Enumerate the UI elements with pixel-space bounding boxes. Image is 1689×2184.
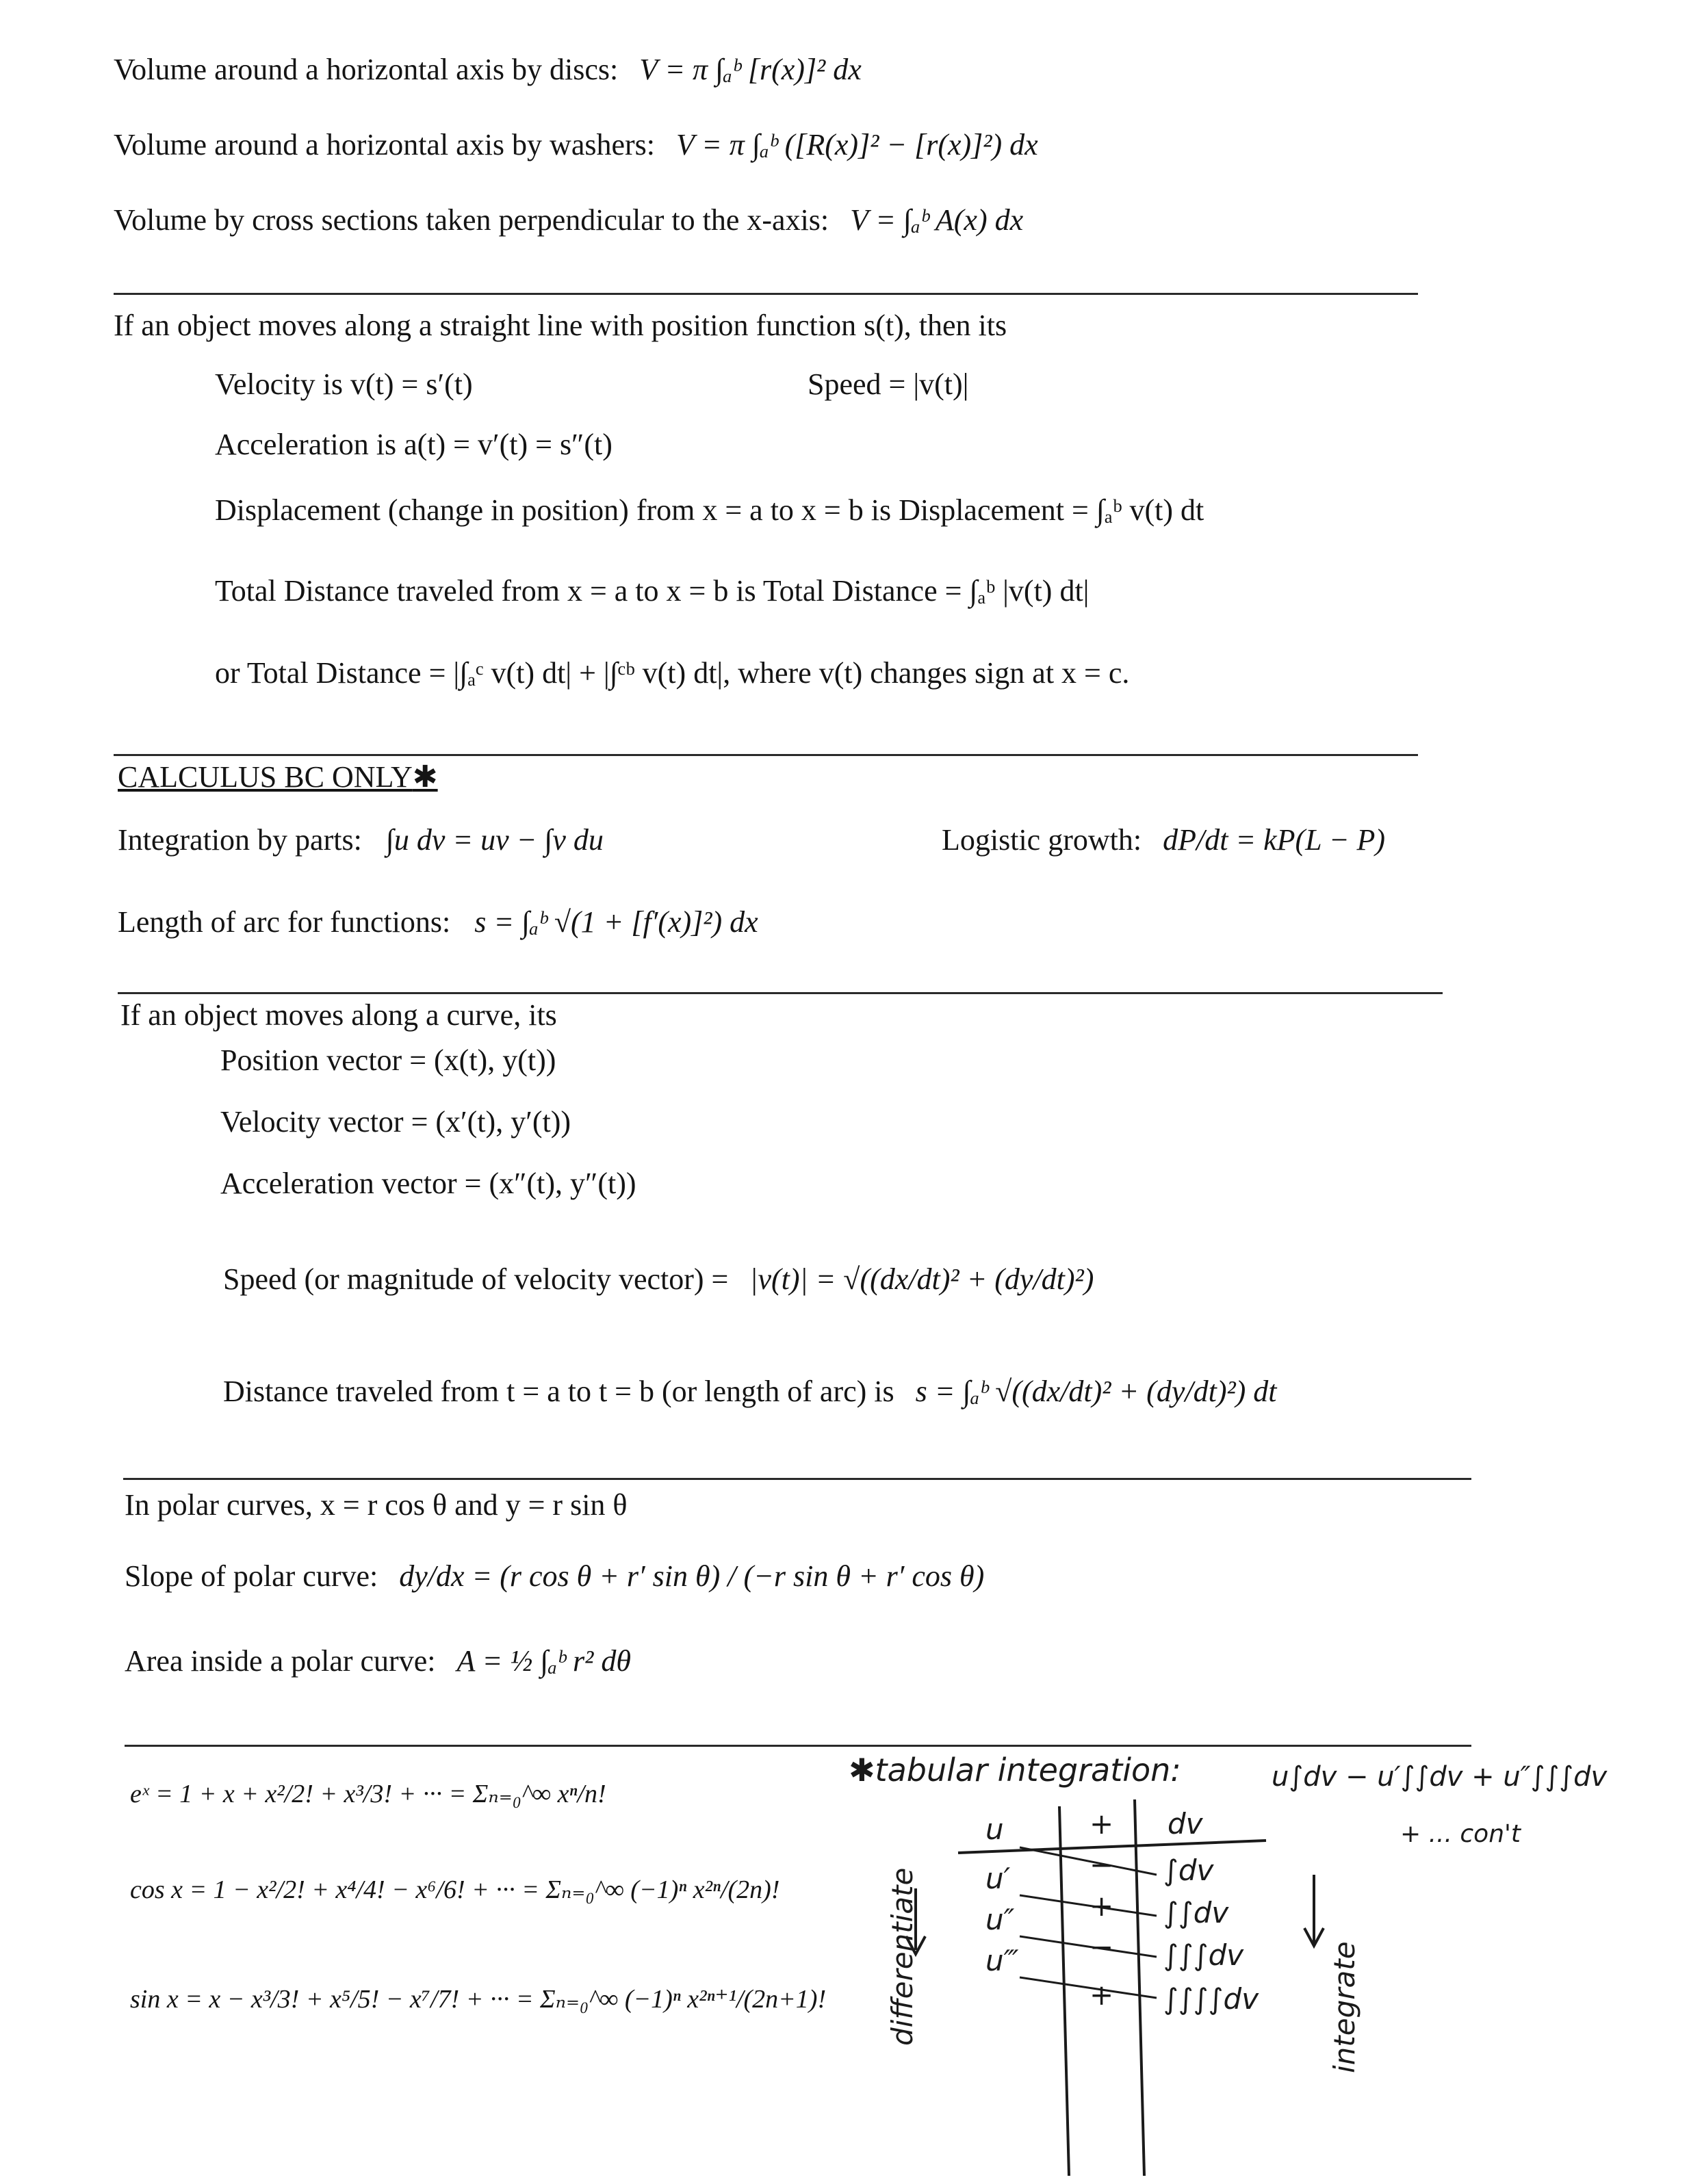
tabular-column-line-right (1135, 1799, 1144, 2176)
cross-section-formula: V = ∫ₐᵇ A(x) dx (850, 203, 1024, 237)
tabular-u-0: u (985, 1812, 1004, 1846)
series-sin: sin x = x − x³/3! + x⁵/5! − x⁷/7! + ··· = Σₙ₌₀^∞ (−1)ⁿ x²ⁿ⁺¹/(2n+1)! (130, 1985, 827, 2014)
acceleration-line: Acceleration is a(t) = v′(t) = s″(t) (215, 428, 613, 461)
motion-intro: If an object moves along a straight line with position function s(t), then its (114, 309, 1007, 342)
total-distance-line: Total Distance traveled from x = a to x = b is Total Distance = ∫ₐᵇ |v(t) dt| (215, 574, 1090, 608)
speed-vector-formula: |v(t)| = √((dx/dt)² + (dy/dt)²) (749, 1262, 1094, 1296)
arc-length-formula: s = ∫ₐᵇ √(1 + [f′(x)]²) dx (474, 905, 758, 939)
tabular-u-1: u′ (985, 1862, 1011, 1895)
series-cos: cos x = 1 − x²/2! + x⁴/4! − x⁶/6! + ··· = Σₙ₌₀^∞ (−1)ⁿ x²ⁿ/(2n)! (130, 1875, 780, 1904)
tabular-dv-1: ∫dv (1163, 1854, 1214, 1887)
tabular-sign-2: + (1090, 1889, 1114, 1923)
position-vector-line: Position vector = (x(t), y(t)) (220, 1043, 556, 1077)
total-distance-alt-line: or Total Distance = |∫ₐᶜ v(t) dt| + |∫ᶜᵇ v(t) dt|, where v(t) changes sign at x = c. (215, 656, 1130, 690)
speed-line: Speed = |v(t)| (808, 367, 969, 401)
velocity-line: Velocity is v(t) = s′(t) (215, 367, 473, 401)
curve-intro: If an object moves along a curve, its (120, 998, 557, 1032)
washers-formula: V = π ∫ₐᵇ ([R(x)]² − [r(x)]²) dx (676, 128, 1038, 161)
polar-intro: In polar curves, x = r cos θ and y = r sin θ (125, 1488, 628, 1522)
logistic-label: Logistic growth: (942, 823, 1142, 857)
tabular-dv-3: ∫∫∫dv (1163, 1938, 1244, 1972)
tabular-sign-0: + (1090, 1807, 1114, 1841)
tabular-dv-2: ∫∫dv (1163, 1896, 1229, 1929)
parts-label: Integration by parts: (118, 823, 362, 857)
logistic-rhs: = kP(L − P) (1235, 823, 1386, 857)
displacement-line: Displacement (change in position) from x = a to x = b is Displacement = ∫ₐᵇ v(t) dt (215, 493, 1204, 527)
tabular-continued: + ... con't (1400, 1820, 1521, 1848)
tabular-sign-1: − (1090, 1848, 1114, 1882)
tabular-dv-4: ∫∫∫∫dv (1163, 1982, 1259, 2016)
polar-slope-label: Slope of polar curve: (125, 1559, 378, 1593)
logistic-lhs: dP/dt (1163, 823, 1228, 857)
speed-vector-label: Speed (or magnitude of velocity vector) = (223, 1262, 729, 1296)
washers-label: Volume around a horizontal axis by washers: (114, 128, 656, 161)
discs-label: Volume around a horizontal axis by discs: (114, 53, 619, 86)
polar-area-label: Area inside a polar curve: (125, 1644, 436, 1678)
arc-length-label: Length of arc for functions: (118, 905, 451, 939)
tabular-dv-0: dv (1168, 1807, 1203, 1841)
polar-slope-formula: dy/dx = (r cos θ + r′ sin θ) / (−r sin θ + r′ cos θ) (399, 1559, 985, 1593)
tabular-diagonal-4 (1020, 1977, 1157, 1998)
arc-distance-label: Distance traveled from t = a to t = b (or length of arc) is (223, 1375, 894, 1408)
integrate-label: integrate (1328, 1941, 1361, 2073)
tabular-sign-4: + (1090, 1978, 1114, 2012)
tabular-title: ✱tabular integration: (849, 1752, 1181, 1789)
star-icon: ✱ (412, 760, 438, 794)
tabular-column-line-left (1059, 1806, 1069, 2176)
series-exp: eˣ = 1 + x + x²/2! + x³/3! + ··· = Σₙ₌₀^∞ xⁿ/n! (130, 1780, 606, 1808)
tabular-formula: u∫dv − u′∫∫dv + u″∫∫∫dv (1272, 1761, 1608, 1793)
tabular-sign-3: − (1090, 1930, 1114, 1964)
parts-formula: ∫u dv = uv − ∫v du (385, 823, 604, 857)
tabular-u-3: u‴ (985, 1944, 1019, 1977)
cross-section-label: Volume by cross sections taken perpendicular to the x-axis: (114, 203, 829, 237)
tabular-diagonal-3 (1020, 1936, 1157, 1957)
polar-area-formula: A = ½ ∫ₐᵇ r² dθ (456, 1644, 631, 1678)
arc-distance-formula: s = ∫ₐᵇ √((dx/dt)² + (dy/dt)²) dt (915, 1375, 1277, 1408)
differentiate-label: differentiate (886, 1867, 919, 2046)
tabular-u-2: u″ (985, 1903, 1015, 1936)
velocity-vector-line: Velocity vector = (x′(t), y′(t)) (220, 1105, 571, 1139)
bc-heading-text: CALCULUS BC ONLY (118, 760, 413, 794)
acceleration-vector-line: Acceleration vector = (x″(t), y″(t)) (220, 1167, 636, 1200)
discs-formula: V = π ∫ₐᵇ [r(x)]² dx (639, 53, 862, 86)
